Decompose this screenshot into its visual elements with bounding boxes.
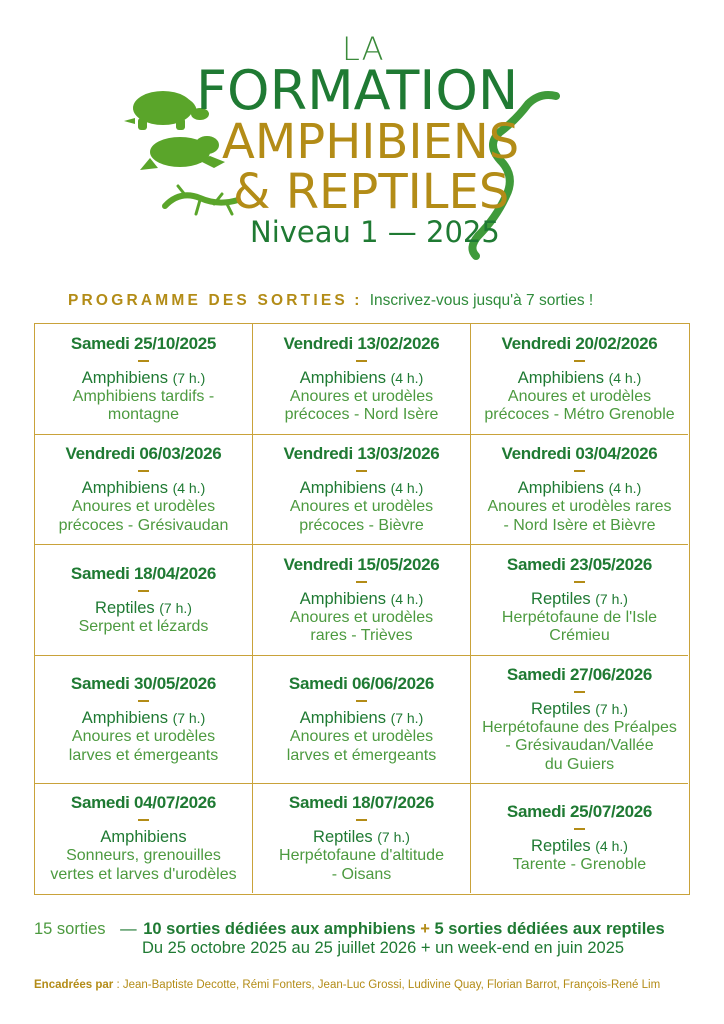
session-divider	[356, 470, 367, 472]
session-type-label: Amphibiens	[299, 589, 386, 608]
session-divider	[138, 819, 149, 821]
session-description: - Oisans	[331, 865, 392, 883]
session-description: Herpétofaune d'altitude	[279, 847, 444, 864]
session-date: Samedi 04/07/2026	[70, 793, 217, 812]
programme-label: PROGRAMME DES SORTIES	[68, 292, 348, 309]
session-description: Crémieu	[549, 627, 610, 644]
footer-label: Encadrées par	[34, 979, 114, 991]
session-description: Anoures et urodèles	[289, 387, 434, 405]
session-date: Vendredi 15/05/2026	[283, 554, 440, 574]
session-description: Anoures et urodèles	[71, 728, 216, 745]
session-duration: (4 h.)	[172, 480, 206, 496]
session-description: larves et émergeants	[68, 746, 219, 764]
programme-note: Inscrivez-vous jusqu'à 7 sorties !	[369, 292, 594, 309]
toad-icon	[140, 136, 225, 170]
session-cell	[35, 324, 253, 435]
session-type-label: Reptiles	[313, 828, 373, 846]
session-cell	[471, 784, 688, 893]
programme-separator: :	[354, 292, 360, 309]
session-cell	[471, 545, 688, 656]
session-description: Tarente - Grenoble	[512, 856, 647, 874]
summary-dash: —	[120, 920, 137, 938]
session-description: précoces - Bièvre	[299, 516, 424, 534]
session-duration: (4 h.)	[608, 369, 642, 386]
session-type	[300, 369, 424, 388]
session-cell	[35, 784, 253, 893]
session-type-label: Amphibiens	[100, 828, 187, 846]
session-description: vertes et larves d'urodèles	[50, 865, 237, 883]
session-description: précoces - Grésivaudan	[58, 516, 229, 534]
summary-plus: +	[420, 920, 430, 938]
session-divider	[356, 819, 367, 821]
session-cell	[253, 656, 471, 784]
session-description: Amphibiens tardifs -	[72, 387, 215, 405]
session-date: Samedi 25/10/2025	[70, 333, 217, 353]
session-description: du Guiers	[544, 755, 615, 773]
session-divider	[574, 828, 585, 830]
session-description: précoces - Nord Isère	[284, 406, 439, 423]
session-type-label: Reptiles	[531, 699, 591, 718]
session-type-label: Reptiles	[531, 589, 591, 608]
session-description: Anoures et urodèles	[289, 498, 434, 515]
session-type-label: Amphibiens	[81, 709, 168, 727]
session-date: Vendredi 13/02/2026	[283, 333, 440, 353]
session-description: Anoures et urodèles	[507, 387, 652, 405]
session-duration: (7 h.)	[377, 829, 410, 845]
session-duration: (4 h.)	[390, 590, 424, 607]
session-date: Samedi 27/06/2026	[506, 664, 653, 684]
footer	[34, 979, 660, 991]
session-type	[300, 479, 424, 498]
session-duration: (4 h.)	[390, 480, 424, 496]
session-date: Vendredi 06/03/2026	[65, 444, 222, 463]
session-type	[518, 369, 642, 388]
session-type	[313, 828, 410, 847]
session-type-label: Amphibiens	[299, 479, 386, 497]
session-date: Vendredi 13/03/2026	[283, 444, 440, 463]
title-formation: FORMATION	[196, 59, 519, 122]
session-cell	[35, 545, 253, 656]
session-type-label: Amphibiens	[299, 368, 386, 387]
sessions-table	[34, 323, 690, 895]
session-description: Anoures et urodèles	[289, 728, 434, 745]
lizard-icon	[165, 186, 238, 214]
session-divider	[138, 360, 149, 362]
session-description: rares - Trièves	[310, 627, 413, 644]
session-duration: (7 h.)	[595, 590, 628, 607]
session-type	[300, 590, 424, 609]
session-date: Samedi 23/05/2026	[506, 554, 653, 574]
session-type	[531, 700, 628, 719]
summary	[34, 920, 665, 939]
session-divider	[138, 700, 149, 702]
session-duration: (4 h.)	[608, 480, 642, 496]
session-date: Samedi 18/07/2026	[288, 793, 435, 812]
session-duration: (7 h.)	[390, 710, 424, 726]
session-divider	[356, 700, 367, 702]
session-date: Samedi 18/04/2026	[70, 563, 217, 583]
session-type	[531, 837, 628, 856]
session-duration: (7 h.)	[159, 599, 192, 616]
session-type-label: Amphibiens	[517, 479, 604, 497]
session-duration: (7 h.)	[595, 700, 628, 717]
session-type	[300, 709, 424, 728]
session-type-label: Amphibiens	[81, 368, 168, 387]
session-description: Serpent et lézards	[78, 617, 209, 635]
session-description: larves et émergeants	[286, 746, 437, 764]
session-type	[82, 709, 206, 728]
session-cell	[471, 656, 688, 784]
session-cell	[253, 545, 471, 656]
session-divider	[356, 360, 367, 362]
session-type	[531, 590, 628, 609]
session-description: Anoures et urodèles	[71, 498, 216, 515]
session-date: Samedi 30/05/2026	[70, 674, 217, 693]
session-divider	[138, 470, 149, 472]
session-description: Sonneurs, grenouilles	[66, 847, 221, 864]
session-cell	[253, 324, 471, 435]
session-duration: (7 h.)	[172, 369, 206, 386]
summary-count: 15 sorties	[34, 920, 106, 938]
session-type-label: Amphibiens	[299, 709, 386, 727]
summary-amphibiens: 10 sorties dédiées aux amphibiens	[143, 920, 416, 938]
title-niveau: Niveau 1 — 2025	[250, 215, 500, 249]
session-description: Anoures et urodèles rares	[487, 498, 672, 515]
footer-names: : Jean-Baptiste Decotte, Rémi Fonters, Jean-Luc Grossi, Ludivine Quay, Florian Barrot, François-René Lim	[116, 979, 661, 991]
session-description: Herpétofaune des Préalpes	[482, 718, 677, 736]
session-cell	[471, 324, 688, 435]
session-cell	[471, 435, 688, 545]
title-la: LA	[342, 30, 385, 68]
session-divider	[356, 581, 367, 583]
session-divider	[138, 590, 149, 592]
title-amphibiens: AMPHIBIENS	[222, 114, 520, 170]
session-description: montagne	[107, 406, 180, 423]
summary-reptiles: 5 sorties dédiées aux reptiles	[434, 920, 665, 938]
session-cell	[253, 435, 471, 545]
session-type-label: Reptiles	[531, 837, 591, 856]
session-type	[95, 599, 192, 618]
session-type-label: Reptiles	[95, 598, 155, 617]
session-divider	[574, 470, 585, 472]
session-description: - Nord Isère et Bièvre	[503, 516, 656, 534]
session-description: - Grésivaudan/Vallée	[505, 737, 654, 755]
session-duration: (7 h.)	[172, 710, 206, 726]
session-date: Vendredi 03/04/2026	[501, 444, 658, 463]
header	[0, 0, 724, 280]
session-divider	[574, 581, 585, 583]
session-description: Herpétofaune de l'Isle	[501, 608, 658, 626]
session-cell	[35, 435, 253, 545]
programme-heading	[68, 292, 593, 310]
session-type	[82, 369, 206, 388]
session-type-label: Amphibiens	[81, 479, 168, 497]
summary-dates: Du 25 octobre 2025 au 25 juillet 2026 + un week-end en juin 2025	[142, 939, 625, 957]
title-reptiles: & REPTILES	[233, 164, 510, 220]
session-type-label: Amphibiens	[517, 368, 604, 387]
session-cell	[253, 784, 471, 893]
session-description: précoces - Métro Grenoble	[484, 406, 675, 423]
session-type	[82, 479, 206, 498]
session-duration: (4 h.)	[390, 369, 424, 386]
session-type	[100, 828, 186, 847]
session-description: Anoures et urodèles	[289, 608, 434, 626]
session-divider	[574, 691, 585, 693]
session-type	[518, 479, 642, 498]
session-duration: (4 h.)	[595, 838, 628, 855]
session-date: Samedi 25/07/2026	[506, 802, 653, 822]
session-divider	[574, 360, 585, 362]
session-date: Samedi 06/06/2026	[288, 674, 435, 693]
session-date: Vendredi 20/02/2026	[501, 333, 658, 353]
session-cell	[35, 656, 253, 784]
